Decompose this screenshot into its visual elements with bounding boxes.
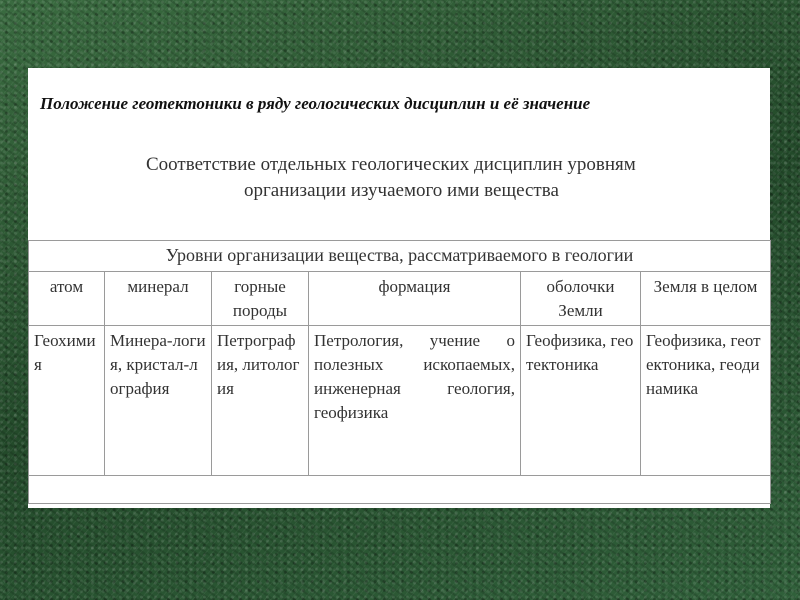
discipline-cell: Геохимия [29,326,105,476]
discipline-cell: Геофизика, геотектоника, геодинамика [641,326,771,476]
disciplines-table [28,240,771,504]
column-header: оболочки Земли [521,272,641,326]
slide-heading: Положение геотектоники в ряду геологических дисциплин и её значение [40,94,591,113]
column-header: горные породы [212,272,309,326]
discipline-cell: Геофизика, геотектоника [521,326,641,476]
disciplines-row [29,326,771,476]
empty-row [29,476,771,504]
discipline-cell: Петрология, учение о полезных ископаемых, инженерная геология, геофизика [309,326,521,476]
column-header: Земля в целом [641,272,771,326]
column-header: атом [29,272,105,326]
subtitle [28,152,770,204]
empty-cell [29,476,771,504]
levels-header-cell: Уровни организации вещества, рассматриваемого в геологии [29,241,771,272]
subtitle-line-2: организации изучаемого ими вещества [244,180,559,201]
discipline-cell: Минера-логия, кристал-лография [105,326,212,476]
slide-panel [28,68,770,508]
levels-header-row [29,241,771,272]
column-header-row [29,272,771,326]
subtitle-line-1: Соответствие отдельных геологических дисциплин уровням [146,154,636,175]
discipline-cell: Петрография, литология [212,326,309,476]
column-header: минерал [105,272,212,326]
column-header: формация [309,272,521,326]
